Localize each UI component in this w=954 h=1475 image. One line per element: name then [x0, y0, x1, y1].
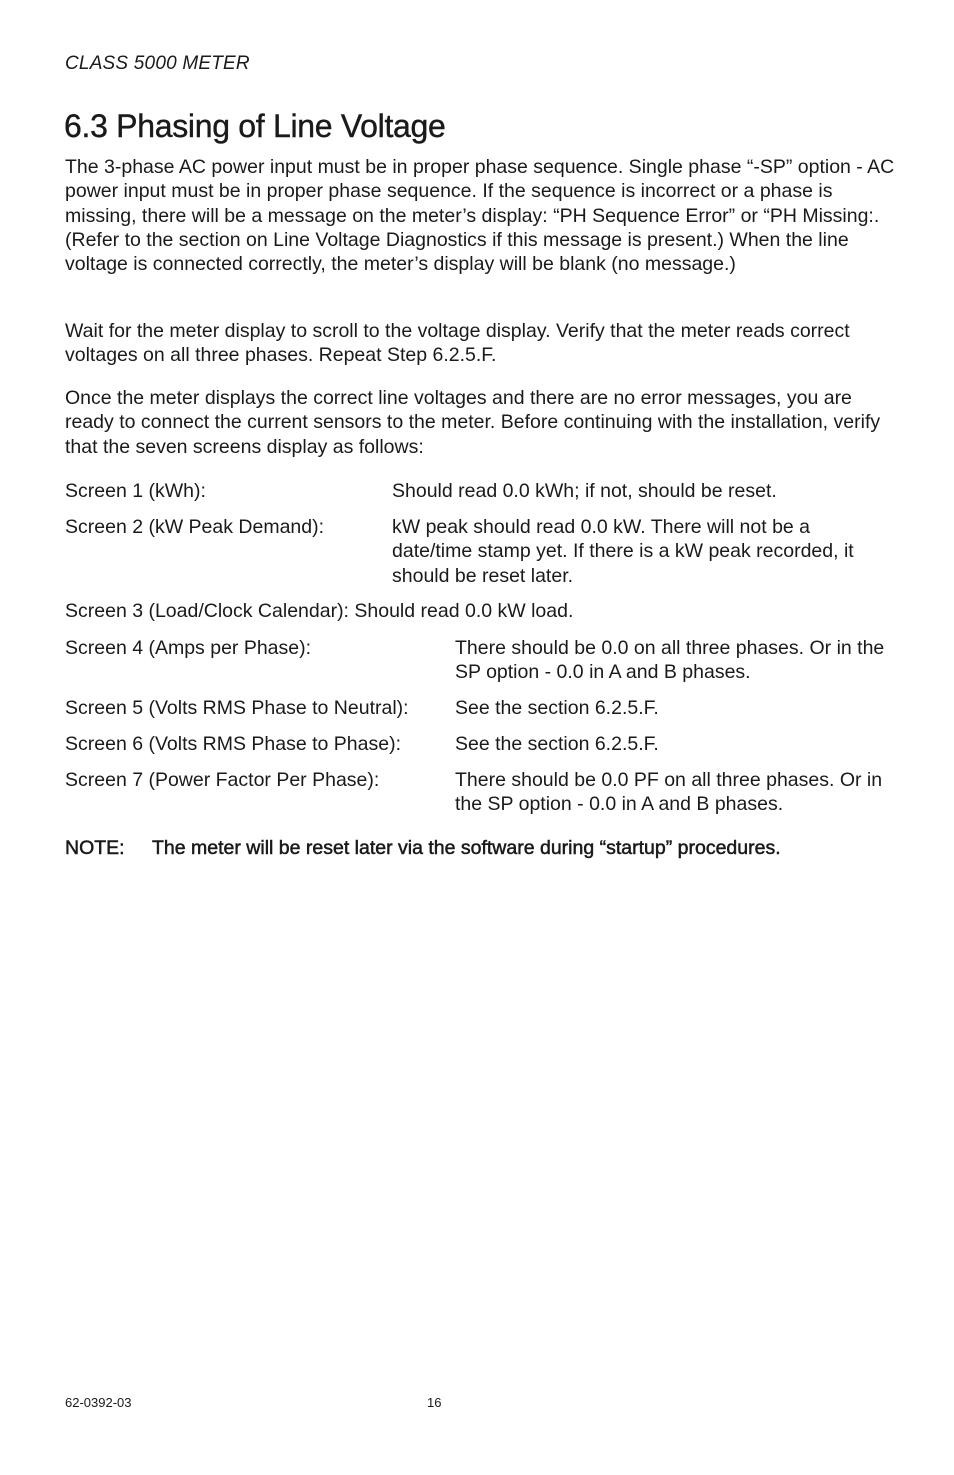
- paragraph-screens-intro: Once the meter displays the correct line voltages and there are no error messages, you are ready to connect the current sensors to the meter. Before continuing with the installation, verify that the seven screens display as follows:: [65, 387, 881, 458]
- screen-label: Screen 5 (Volts RMS Phase to Neutral):: [65, 697, 409, 719]
- screen-description: kW peak should read 0.0 kW. There will not be a date/time stamp yet. If there is a kW peak recorded, it should be reset later.: [392, 516, 854, 587]
- paragraph-phase-sequence: The 3-phase AC power input must be in proper phase sequence. Single phase “-SP” option - AC power input must be in proper phase sequence. If the sequence is incorrect or a phase is missing, there will be a message on the meter’s display: “PH Sequence Error” or “PH Missing:. (Refer to the section on Line Voltage Diagnostics if this message is present.) When the line voltage is connected correctly, the meter’s display will be blank (no message.): [65, 156, 895, 276]
- screen-description: See the section 6.2.5.F.: [455, 697, 659, 719]
- screen-label: Screen 3 (Load/Clock Calendar): Should read 0.0 kW load.: [65, 600, 574, 622]
- note-text: The meter will be reset later via the software during “startup” procedures.: [152, 837, 781, 859]
- screen-label: Screen 1 (kWh):: [65, 480, 206, 502]
- screen-description: There should be 0.0 PF on all three phases. Or in the SP option - 0.0 in A and B phases.: [455, 769, 883, 816]
- note: [65, 836, 781, 860]
- section-title: 6.3 Phasing of Line Voltage: [64, 108, 446, 144]
- footer-page-number: 16: [427, 1395, 442, 1410]
- note-label: NOTE:: [65, 837, 125, 859]
- screen-label: Screen 4 (Amps per Phase):: [65, 637, 312, 659]
- screen-description: Should read 0.0 kWh; if not, should be reset.: [392, 480, 777, 502]
- screen-label: Screen 2 (kW Peak Demand):: [65, 516, 325, 538]
- screen-description: See the section 6.2.5.F.: [455, 733, 659, 755]
- running-header: CLASS 5000 METER: [65, 53, 250, 74]
- paragraph-voltage-display: Wait for the meter display to scroll to the voltage display. Verify that the meter reads correct voltages on all three phases. Repeat Step 6.2.5.F.: [65, 320, 850, 367]
- screen-label: Screen 7 (Power Factor Per Phase):: [65, 769, 380, 791]
- screen-description: There should be 0.0 on all three phases. Or in the SP option - 0.0 in A and B phases.: [455, 637, 885, 684]
- footer-doc-number: 62-0392-03: [65, 1395, 132, 1410]
- screen-label: Screen 6 (Volts RMS Phase to Phase):: [65, 733, 401, 755]
